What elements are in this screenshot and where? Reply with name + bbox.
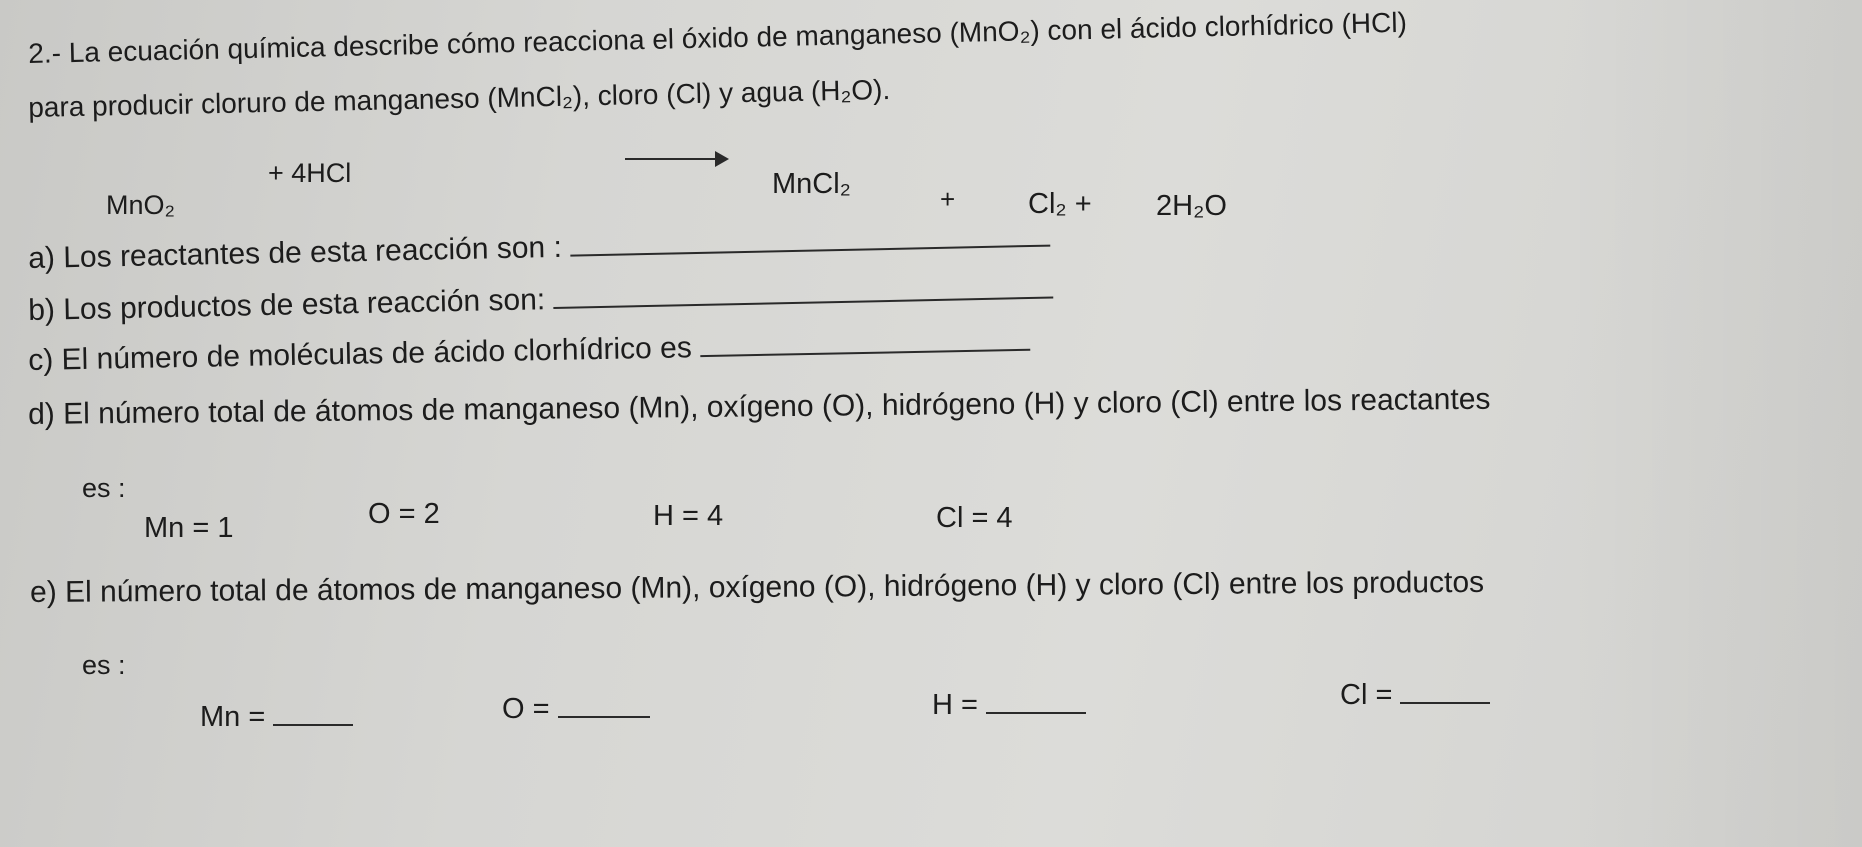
- question-c-text: c) El número de moléculas de ácido clorhídrico es: [27, 331, 693, 377]
- reactant-count-cl: Cl = 4: [936, 502, 1013, 534]
- product-count-cl-blank[interactable]: [1400, 680, 1490, 704]
- reactant-count-o: O = 2: [368, 498, 440, 530]
- product-count-cl-label: Cl =: [1340, 679, 1393, 711]
- product-count-mn-blank[interactable]: [273, 702, 353, 726]
- answer-b-blank[interactable]: [553, 275, 1053, 309]
- product-count-h-label: H =: [932, 689, 978, 721]
- intro-line-1: 2.- La ecuación química describe cómo reacciona el óxido de manganeso (MnO₂) con el ácido clorhídrico (HCl): [27, 6, 1408, 69]
- reaction-arrow-icon: [625, 158, 725, 160]
- question-d-text: d) El número total de átomos de manganeso (Mn), oxígeno (O), hidrógeno (H) y cloro (Cl) entre los reactantes: [27, 382, 1491, 431]
- answer-a-blank[interactable]: [570, 223, 1050, 257]
- product-count-o: [502, 694, 650, 724]
- product-count-h-blank[interactable]: [986, 690, 1086, 714]
- question-b-text: b) Los productos de esta reacción son:: [27, 283, 546, 327]
- product-count-mn: [200, 702, 353, 732]
- equation-reactant-mno2: MnO₂: [106, 190, 175, 220]
- equation-reactant-hcl: + 4HCl: [268, 158, 352, 188]
- product-count-cl: [1340, 680, 1490, 710]
- product-count-o-label: O =: [502, 693, 550, 725]
- equation-product-water: 2H₂O: [1156, 190, 1227, 222]
- equation-product-cl2: Cl₂ +: [1028, 188, 1092, 220]
- question-a-text: a) Los reactantes de esta reacción son :: [27, 230, 563, 275]
- question-d-es: es :: [82, 473, 126, 503]
- equation-product-mncl2: MnCl₂: [772, 168, 851, 200]
- question-a: [28, 223, 1050, 274]
- reactant-count-mn: Mn = 1: [144, 512, 234, 544]
- question-e-es: es :: [82, 650, 126, 680]
- equation-plus: +: [940, 184, 956, 214]
- product-count-mn-label: Mn =: [200, 701, 266, 733]
- page-edge-shadow: [1562, 0, 1862, 847]
- answer-c-blank[interactable]: [700, 327, 1030, 357]
- product-count-o-blank[interactable]: [558, 694, 650, 718]
- question-b: [28, 275, 1054, 326]
- product-count-h: [932, 690, 1086, 720]
- question-c: [28, 327, 1030, 376]
- reactant-count-h: H = 4: [653, 500, 724, 532]
- intro-line-2: para producir cloruro de manganeso (MnCl₂), cloro (Cl) y agua (H₂O).: [27, 73, 891, 123]
- question-e-text: e) El número total de átomos de manganeso (Mn), oxígeno (O), hidrógeno (H) y cloro (Cl) entre los productos: [29, 565, 1485, 609]
